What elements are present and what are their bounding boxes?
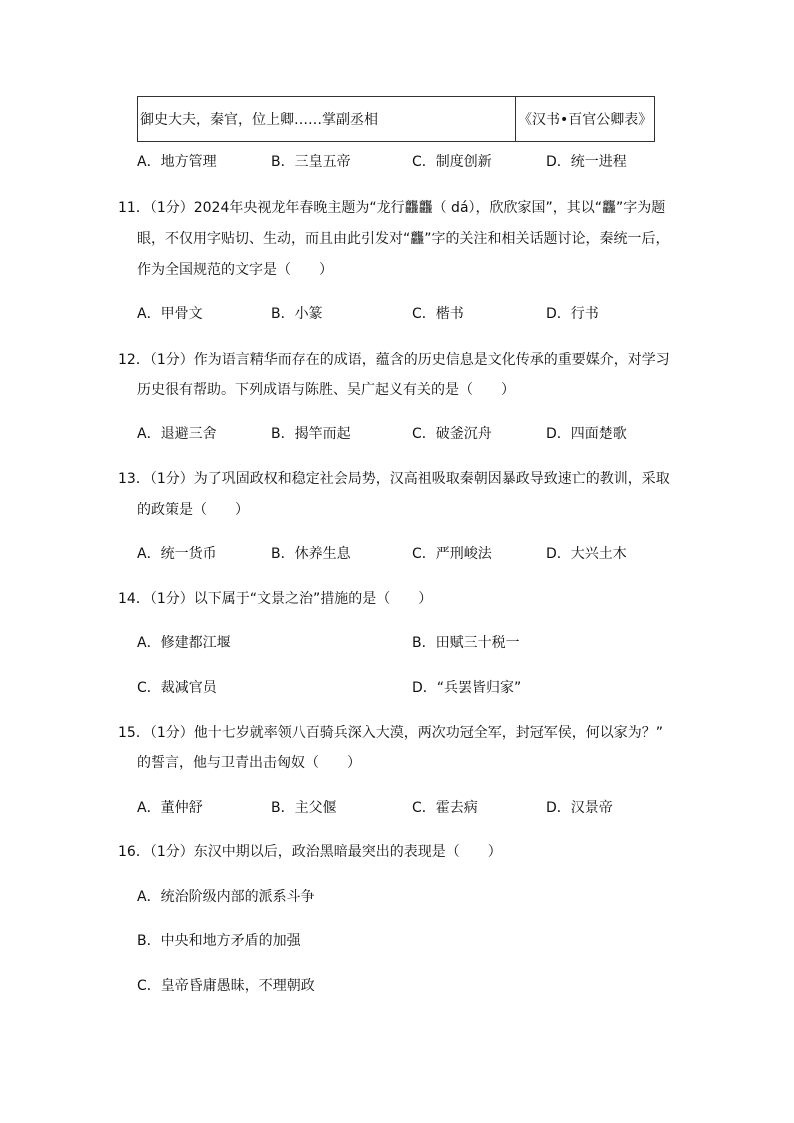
q14-option-c: C．裁减官员 — [137, 680, 217, 696]
q14-option-a: A．修建都江堰 — [137, 635, 231, 651]
q14-option-b: B．田赋三十税一 — [412, 635, 520, 651]
q13-option-a: A．统一货币 — [137, 546, 217, 562]
q13-option-d: D．大兴土木 — [546, 546, 627, 562]
q11-option-c: C．楷书 — [412, 306, 464, 322]
quote-text: 御史大夫，秦官，位上卿……掌副丞相 — [140, 112, 378, 128]
q15-option-b: B．主父偃 — [271, 800, 337, 816]
q11-option-a: A．甲骨文 — [137, 306, 203, 322]
quote-source: 《汉书•百官公卿表》 — [518, 112, 653, 128]
q15-option-c: C．霍去病 — [412, 800, 478, 816]
q15-line-1: 15．（1分）他十七岁就率领八百骑兵深入大漠，两次功冠全军，封冠军侯，何以家为？” — [118, 725, 663, 741]
q13-option-b: B．休养生息 — [271, 546, 351, 562]
q12-line-2: 历史很有帮助。下列成语与陈胜、吴广起义有关的是（ ） — [137, 382, 515, 398]
q13-option-c: C．严刑峻法 — [412, 546, 492, 562]
q10-option-d: D．统一进程 — [546, 154, 627, 170]
q13-line-1: 13．（1分）为了巩固政权和稳定社会局势，汉高祖吸取秦朝因暴政导致速亡的教训，采取 — [118, 471, 670, 487]
q14-option-d: D．“兵罢皆归家” — [412, 680, 522, 696]
q10-option-c: C．制度创新 — [412, 154, 492, 170]
quote-cell — [138, 97, 516, 141]
q10-option-b: B．三皇五帝 — [271, 154, 351, 170]
q11-option-d: D．行书 — [546, 306, 599, 322]
q16-option-c: C．皇帝昏庸愚昧，不理朝政 — [137, 978, 315, 994]
q12-option-b: B．揭竿而起 — [271, 426, 351, 442]
q12-option-c: C．破釜沉舟 — [412, 426, 492, 442]
q12-option-d: D．四面楚歌 — [546, 426, 627, 442]
q15-line-2: 的誓言，他与卫青出击匈奴（ ） — [137, 755, 361, 771]
q15-option-a: A．董仲舒 — [137, 800, 203, 816]
q11-line-3: 作为全国规范的文字是（ ） — [137, 262, 333, 278]
q16-option-b: B．中央和地方矛盾的加强 — [137, 933, 301, 949]
q10-option-a: A．地方管理 — [137, 154, 217, 170]
q12-line-1: 12．（1分）作为语言精华而存在的成语，蕴含的历史信息是文化传承的重要媒介，对学习 — [118, 352, 670, 368]
q11-option-b: B．小篆 — [271, 306, 323, 322]
q12-option-a: A．退避三舍 — [137, 426, 217, 442]
q15-option-d: D．汉景帝 — [546, 800, 613, 816]
q16-option-a: A．统治阶级内部的派系斗争 — [137, 889, 315, 905]
source-cell — [516, 97, 654, 141]
q13-line-2: 的政策是（ ） — [137, 502, 249, 518]
q11-line-1: 11．（1分）2024年央视龙年春晚主题为“龙行龘龘（ dá），欣欣家国”，其以“龘”字为题 — [118, 200, 666, 216]
q16-line-1: 16．（1分）东汉中期以后，政治黑暗最突出的表现是（ ） — [118, 844, 502, 860]
q14-line-1: 14．（1分）以下属于“文景之治”措施的是（ ） — [118, 591, 433, 607]
q11-line-2: 眼，不仅用字贴切、生动，而且由此引发对“龘”字的关注和相关话题讨论，秦统一后， — [137, 231, 670, 247]
quote-table — [137, 96, 655, 142]
